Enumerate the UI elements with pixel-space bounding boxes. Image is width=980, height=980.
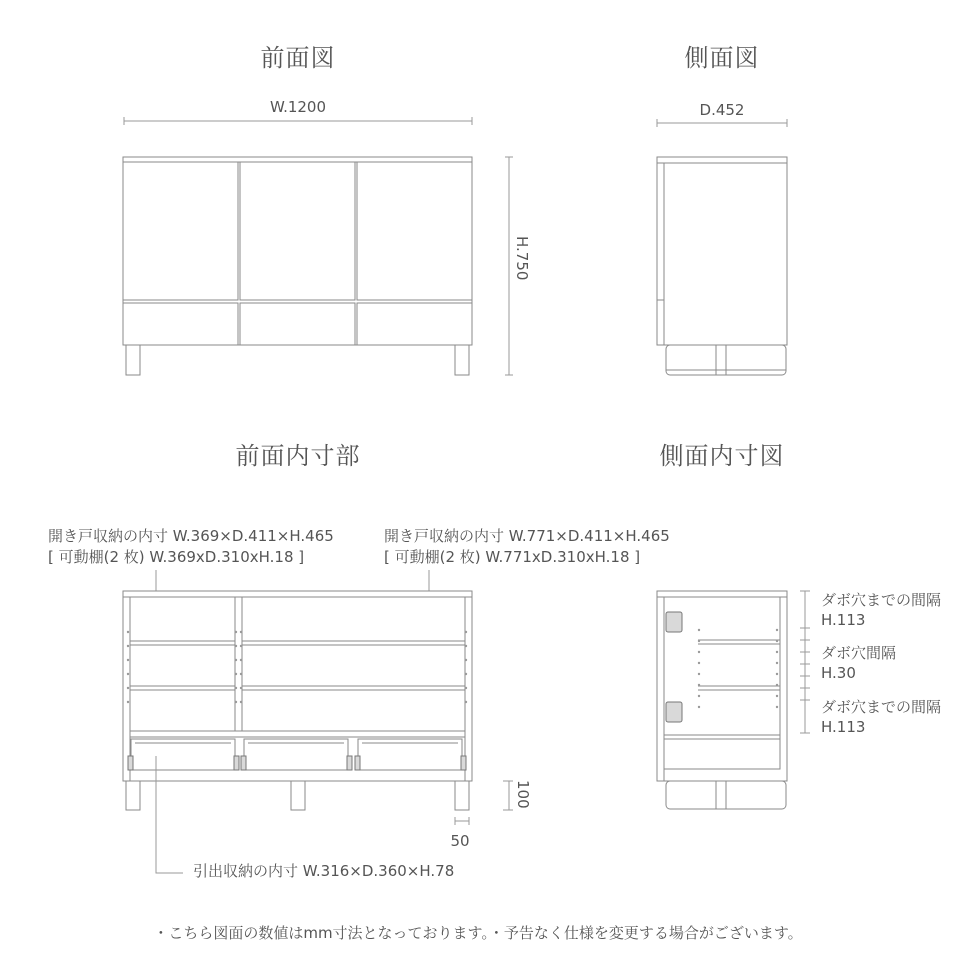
side-view — [657, 101, 787, 375]
drawer-label: 引出収納の内寸 W.316×D.360×H.78 — [193, 862, 455, 880]
side-inner-bottom-board — [664, 735, 780, 739]
front-view-title: 前面図 — [260, 44, 336, 72]
left-door-label-line2: [ 可動棚(2 枚) W.369xD.310xH.18 ] — [48, 548, 305, 566]
height-dimension-line — [505, 157, 513, 375]
width-dimension-label: W.1200 — [269, 98, 327, 116]
height-dimension-label: H.750 — [513, 236, 531, 281]
front-drawer-left — [123, 303, 238, 345]
side-front-edge — [657, 163, 664, 345]
side-view-title: 側面図 — [684, 44, 760, 72]
shelf-left-upper — [130, 641, 235, 645]
inner-drawer-right — [358, 739, 462, 770]
side-inner-leg — [716, 781, 726, 809]
inner-drawer-center — [244, 739, 348, 770]
side-inner-drawer — [664, 739, 780, 769]
shelf-right-upper — [242, 641, 465, 645]
runner-icon — [241, 756, 246, 770]
side-body — [657, 157, 787, 345]
shelf-right-lower — [242, 686, 465, 690]
front-inner-title: 前面内寸部 — [235, 442, 361, 470]
inner-leg-right — [455, 781, 469, 810]
leg-width-dimension-line — [455, 817, 469, 825]
side-inner-view — [657, 591, 941, 809]
runner-icon — [128, 756, 133, 770]
front-top-board — [123, 157, 472, 162]
left-door-label-line1: 開き戸収納の内寸 W.369×D.411×H.465 — [48, 527, 334, 545]
dowel-top-label-line2: H.113 — [821, 611, 866, 629]
right-door-label-line1: 開き戸収納の内寸 W.771×D.411×H.465 — [384, 527, 670, 545]
runner-icon — [355, 756, 360, 770]
hinge-icon — [666, 612, 682, 632]
dowel-mid-label-line2: H.30 — [821, 664, 856, 682]
dowel-spacing-ruler — [800, 591, 810, 733]
inner-bottom-board — [130, 731, 465, 737]
runner-icon — [347, 756, 352, 770]
runner-icon — [234, 756, 239, 770]
width-dimension-line — [124, 117, 472, 125]
front-door-right — [357, 162, 472, 300]
front-leg-left — [126, 345, 140, 375]
side-inner-title: 側面内寸図 — [659, 442, 785, 470]
right-door-label-line2: [ 可動棚(2 枚) W.771xD.310xH.18 ] — [384, 548, 641, 566]
front-view — [123, 98, 531, 375]
front-door-left — [123, 162, 238, 300]
dowel-top-label-line1: ダボ穴までの間隔 — [821, 591, 942, 609]
front-inner-view — [48, 527, 670, 880]
front-drawer-right — [357, 303, 472, 345]
runner-icon — [461, 756, 466, 770]
dowel-mid-label-line1: ダボ穴間隔 — [821, 644, 897, 662]
front-drawer-center — [240, 303, 355, 345]
dowel-bot-label-line1: ダボ穴までの間隔 — [821, 698, 942, 716]
inner-leg-center — [291, 781, 305, 810]
leg-height-dimension-label: 100 — [514, 780, 532, 809]
depth-dimension-label: D.452 — [699, 101, 745, 119]
front-door-center — [240, 162, 355, 300]
front-inner-top — [123, 591, 472, 597]
side-inner-top — [657, 591, 787, 597]
leg-height-dimension-line — [503, 781, 513, 810]
inner-drawer-left — [131, 739, 235, 770]
inner-leg-left — [126, 781, 140, 810]
footer-note: ・こちら図面の数値はmm寸法となっております。・予告なく仕様を変更する場合がございます。 — [153, 924, 803, 942]
leg-width-dimension-label: 50 — [450, 832, 470, 850]
dowel-bot-label-line2: H.113 — [821, 718, 866, 736]
side-top-board — [657, 157, 787, 163]
shelf-left-lower — [130, 686, 235, 690]
front-leg-right — [455, 345, 469, 375]
hinge-icon — [666, 702, 682, 722]
depth-dimension-line — [657, 119, 787, 127]
